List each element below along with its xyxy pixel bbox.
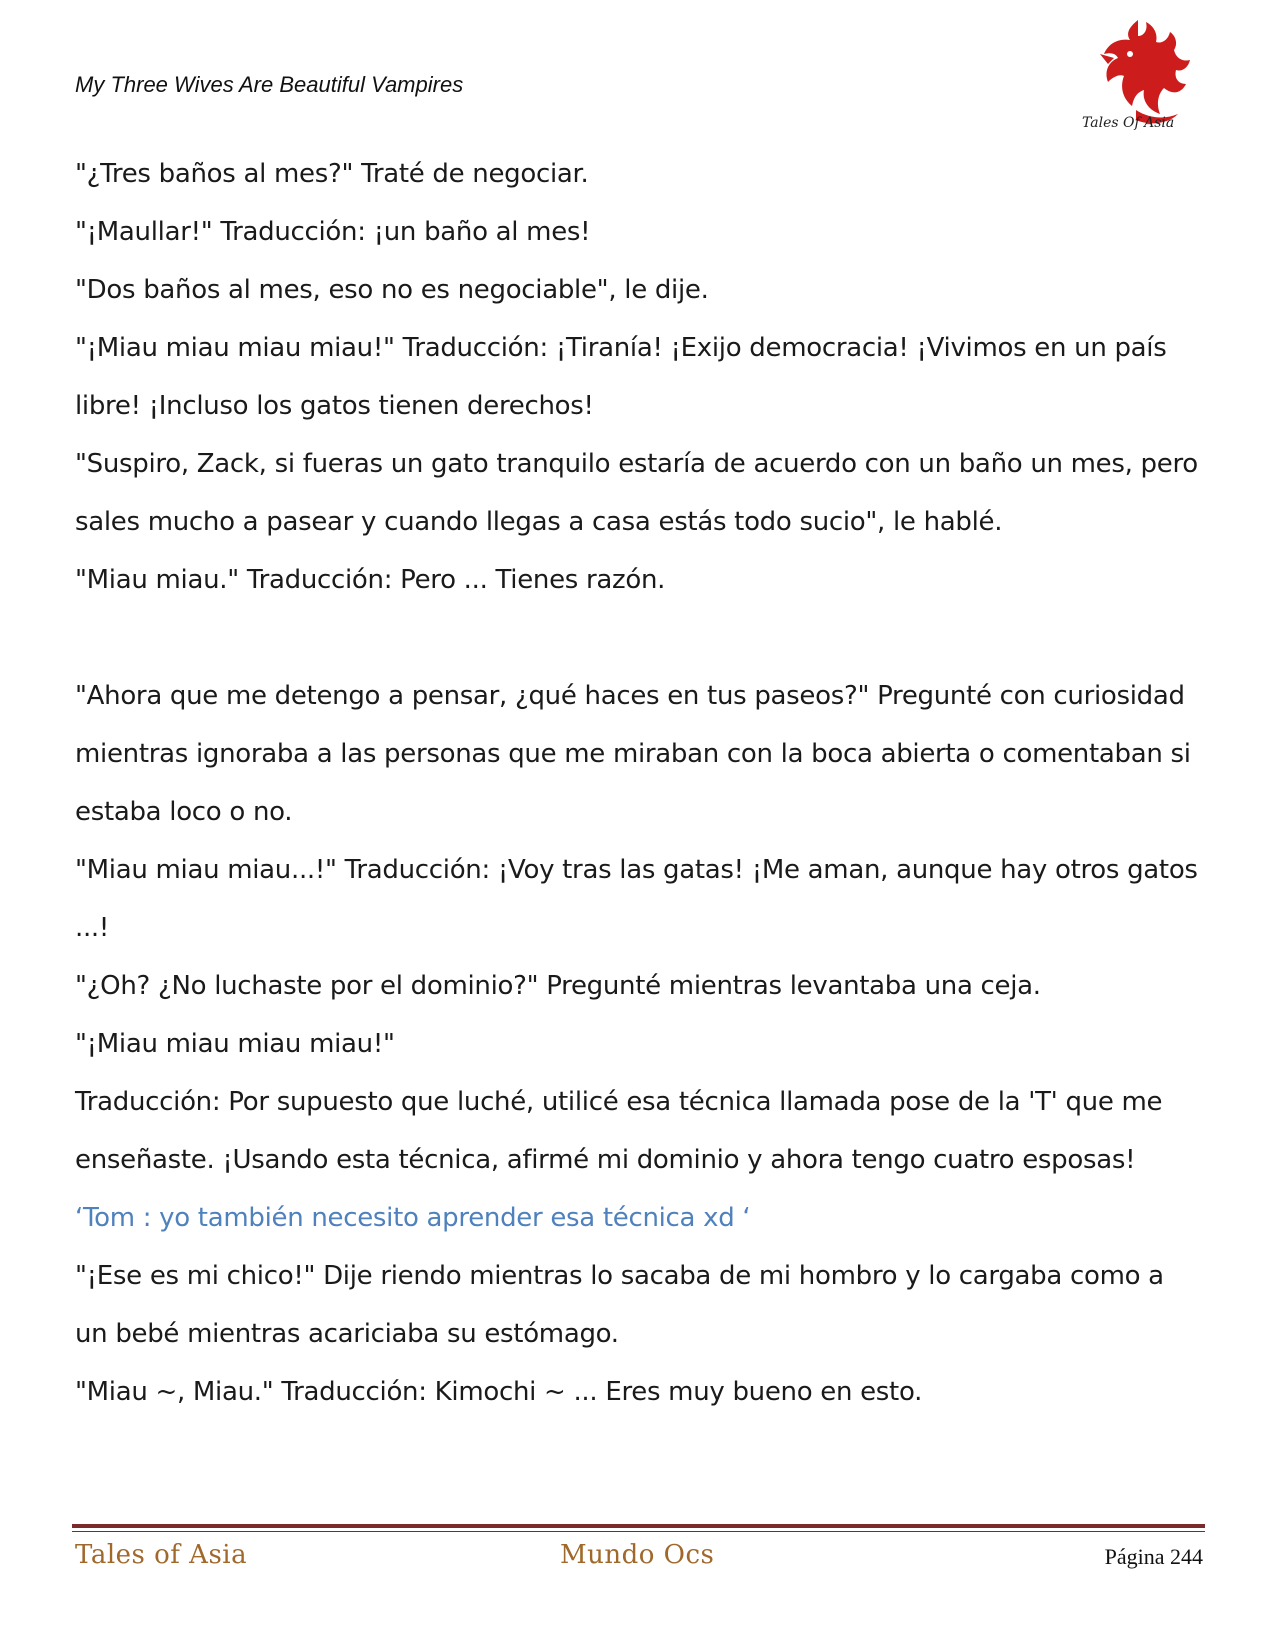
text-line: un bebé mientras acariciaba su estómago. <box>75 1319 619 1349</box>
text-line: Traducción: Por supuesto que luché, utilicé esa técnica llamada pose de la 'T' que me <box>75 1087 1163 1117</box>
text-line: "Ahora que me detengo a pensar, ¿qué haces en tus paseos?" Pregunté con curiosidad <box>75 681 1185 711</box>
footer-divider-thin <box>72 1531 1205 1532</box>
text-line: libre! ¡Incluso los gatos tienen derechos! <box>75 391 594 421</box>
footer-publisher: Tales of Asia <box>75 1540 248 1570</box>
text-line: enseñaste. ¡Usando esta técnica, afirmé mi dominio y ahora tengo cuatro esposas! <box>75 1145 1136 1175</box>
page-body <box>75 145 1205 1421</box>
paragraph-gap <box>75 609 1205 667</box>
text-line: "¡Maullar!" Traducción: ¡un baño al mes! <box>75 217 591 247</box>
translator-note: ‘Tom : yo también necesito aprender esa técnica xd ‘ <box>75 1203 751 1233</box>
text-line: "¡Miau miau miau miau!" <box>75 1029 395 1059</box>
logo-text: Tales Of Asia <box>1082 115 1175 131</box>
text-line: mientras ignoraba a las personas que me miraban con la boca abierta o comentaban si <box>75 739 1191 769</box>
text-line: "Miau ~, Miau." Traducción: Kimochi ~ ... Eres muy bueno en esto. <box>75 1377 923 1407</box>
text-line: "Suspiro, Zack, si fueras un gato tranquilo estaría de acuerdo con un baño un mes, pero <box>75 449 1198 479</box>
text-line: "Dos baños al mes, eso no es negociable", le dije. <box>75 275 709 305</box>
text-line: estaba loco o no. <box>75 797 293 827</box>
text-line: "¿Oh? ¿No luchaste por el dominio?" Pregunté mientras levantaba una ceja. <box>75 971 1041 1001</box>
text-line: "Miau miau miau...!" Traducción: ¡Voy tras las gatas! ¡Me aman, aunque hay otros gatos <box>75 855 1198 885</box>
footer-center-text: Mundo Ocs <box>560 1540 715 1570</box>
text-line: sales mucho a pasear y cuando llegas a casa estás todo sucio", le hablé. <box>75 507 1003 537</box>
text-line: "¡Miau miau miau miau!" Traducción: ¡Tiranía! ¡Exijo democracia! ¡Vivimos en un país <box>75 333 1167 363</box>
book-title: My Three Wives Are Beautiful Vampires <box>75 72 464 97</box>
footer-divider <box>72 1524 1205 1528</box>
text-line: ...! <box>75 913 110 943</box>
page-number: Página 244 <box>1104 1544 1203 1569</box>
text-line: "¿Tres baños al mes?" Traté de negociar. <box>75 159 589 189</box>
text-line: "Miau miau." Traducción: Pero ... Tienes razón. <box>75 565 666 595</box>
text-line: "¡Ese es mi chico!" Dije riendo mientras lo sacaba de mi hombro y lo cargaba como a <box>75 1261 1164 1291</box>
